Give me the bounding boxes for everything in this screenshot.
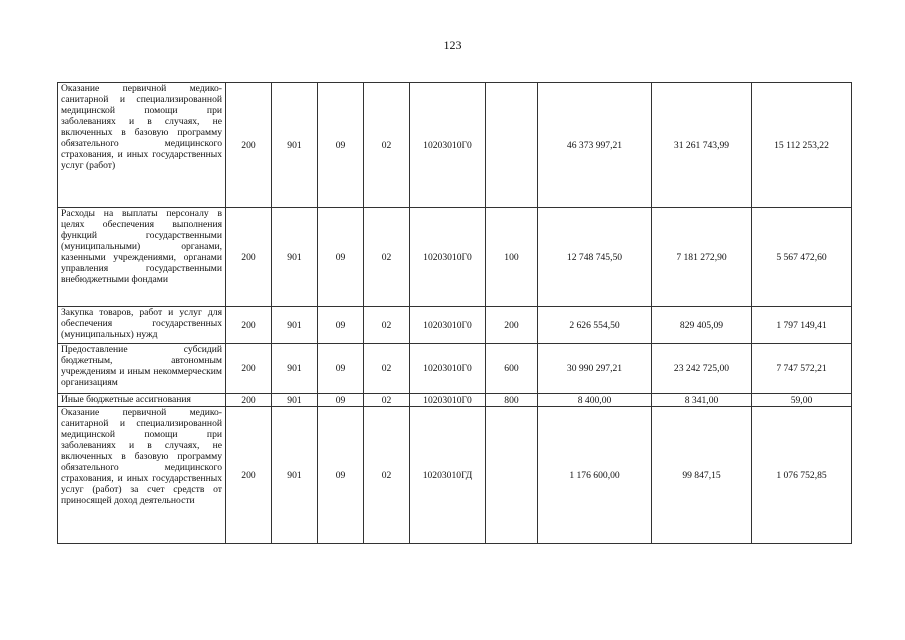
table-row [58,83,852,208]
cell-v2: 31 261 743,99 [652,83,752,208]
cell-v3: 15 112 253,22 [752,83,852,208]
cell-c2: 901 [272,344,318,394]
cell-c2: 901 [272,208,318,307]
cell-v2: 7 181 272,90 [652,208,752,307]
row-description: Иные бюджетные ассигнования [58,394,226,407]
cell-c1: 200 [226,344,272,394]
table-row [58,344,852,394]
cell-v3: 1 797 149,41 [752,307,852,344]
cell-c4: 02 [364,83,410,208]
cell-c4: 02 [364,394,410,407]
cell-v1: 1 176 600,00 [538,407,652,544]
cell-c1: 200 [226,83,272,208]
cell-c6: 800 [486,394,538,407]
cell-c5: 10203010ГД [410,407,486,544]
row-description: Предоставление субсидий бюджетным, автономным учреждениям и иным некоммерческим организациям [58,344,226,394]
cell-v2: 99 847,15 [652,407,752,544]
cell-c3: 09 [318,83,364,208]
cell-c6: 100 [486,208,538,307]
cell-c3: 09 [318,307,364,344]
cell-c3: 09 [318,208,364,307]
cell-c5: 10203010Г0 [410,344,486,394]
cell-v1: 46 373 997,21 [538,83,652,208]
cell-c6 [486,407,538,544]
budget-table [57,82,852,544]
cell-c5: 10203010Г0 [410,83,486,208]
row-description: Оказание первичной медико-санитарной и специализированной медицинской помощи при заболеваниях и в случаях, не включенных в базовую программу обязательного медицинского страхования, и иных государственных услуг (работ) [58,83,226,208]
cell-c4: 02 [364,407,410,544]
cell-v1: 30 990 297,21 [538,344,652,394]
cell-v2: 829 405,09 [652,307,752,344]
cell-v1: 8 400,00 [538,394,652,407]
cell-v2: 23 242 725,00 [652,344,752,394]
cell-c3: 09 [318,344,364,394]
cell-c1: 200 [226,394,272,407]
cell-c5: 10203010Г0 [410,307,486,344]
table-row [58,394,852,407]
cell-c1: 200 [226,208,272,307]
cell-c4: 02 [364,344,410,394]
cell-c4: 02 [364,307,410,344]
row-description: Закупка товаров, работ и услуг для обеспечения государственных (муниципальных) нужд [58,307,226,344]
cell-c3: 09 [318,394,364,407]
cell-c6: 600 [486,344,538,394]
cell-c2: 901 [272,407,318,544]
cell-c5: 10203010Г0 [410,394,486,407]
page-number: 123 [443,38,462,52]
cell-v1: 12 748 745,50 [538,208,652,307]
cell-v3: 1 076 752,85 [752,407,852,544]
cell-c5: 10203010Г0 [410,208,486,307]
cell-v1: 2 626 554,50 [538,307,652,344]
cell-c1: 200 [226,407,272,544]
cell-c2: 901 [272,394,318,407]
table-row [58,307,852,344]
cell-v3: 7 747 572,21 [752,344,852,394]
row-description: Оказание первичной медико-санитарной и специализированной медицинской помощи при заболеваниях и в случаях, не включенных в базовую программу обязательного медицинского страхования, и иных государственных услуг (работ) за счет средств от приносящей доход деятельности [58,407,226,544]
row-description: Расходы на выплаты персоналу в целях обеспечения выполнения функций государственными (муниципальными) органами, казенными учреждениями, органами управления государственными внебюджетными фондами [58,208,226,307]
cell-v3: 59,00 [752,394,852,407]
table-row [58,407,852,544]
cell-c6 [486,83,538,208]
table-row [58,208,852,307]
cell-c1: 200 [226,307,272,344]
cell-v2: 8 341,00 [652,394,752,407]
cell-c3: 09 [318,407,364,544]
cell-v3: 5 567 472,60 [752,208,852,307]
cell-c2: 901 [272,307,318,344]
cell-c2: 901 [272,83,318,208]
cell-c6: 200 [486,307,538,344]
cell-c4: 02 [364,208,410,307]
